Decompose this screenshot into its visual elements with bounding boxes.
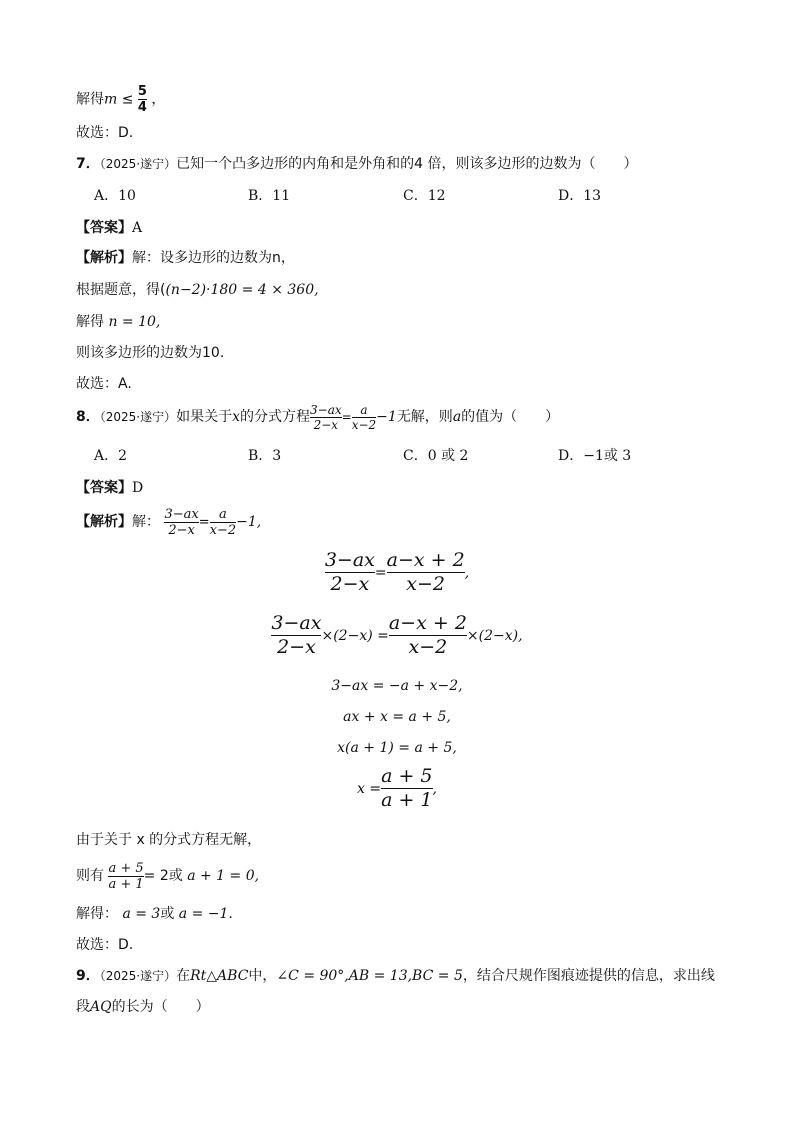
q8-option-a: A．2	[94, 448, 128, 464]
var-x: x	[232, 409, 241, 425]
choice-line-d: 故选：D.	[76, 125, 134, 141]
analysis-text: 解得	[76, 314, 104, 330]
analysis-text: 则有	[76, 868, 104, 884]
var-m: m	[104, 91, 118, 108]
q7-analysis-5: 故选：A.	[76, 376, 132, 392]
fraction: $\frac{a-x + 2}{x-2}$	[388, 612, 467, 658]
q7-analysis-4: 则该多边形的边数为10.	[76, 345, 225, 361]
q7-analysis-2	[76, 280, 319, 300]
question-source: （2025·遂宁）	[99, 969, 177, 983]
analysis-tag: 【解析】	[76, 250, 132, 266]
q8-analysis-step-7	[0, 765, 794, 812]
question-9-line-1	[76, 966, 715, 986]
question-text: 如果关于	[176, 409, 233, 425]
q8-analysis-step-3	[0, 612, 794, 659]
segment-label: AQ	[90, 999, 112, 1015]
q7-option-d: D．13	[558, 188, 602, 204]
question-number: 8．	[76, 409, 100, 425]
equation-pre: x =	[357, 781, 382, 797]
equation-tail: ×(2−x),	[466, 628, 523, 644]
answer-value: D	[132, 480, 144, 496]
q8-analysis-step-2	[0, 549, 794, 596]
equation: a = −1.	[178, 906, 233, 922]
equals-sign: =	[374, 565, 387, 581]
fraction: $\frac{a + 5}{a + 1}$	[108, 860, 144, 892]
equation-mid: ×(2−x) =	[321, 628, 389, 644]
q8-text-1: 由于关于 x 的分式方程无解，	[76, 832, 262, 848]
analysis-text: = 2或	[143, 868, 183, 884]
analysis-tag: 【解析】	[76, 514, 132, 530]
analysis-text: 根据题意，得(	[76, 282, 166, 298]
equation-tail: ,	[464, 565, 470, 581]
triangle-label: Rt△ABC	[190, 968, 249, 984]
analysis-text: 解：设多边形的边数为n，	[132, 250, 295, 266]
question-source: （2025·遂宁）	[99, 410, 177, 424]
fraction-5-4: $\frac{5}{4}$	[137, 84, 147, 115]
q8-option-b: B．3	[248, 448, 282, 464]
q8-analysis-step-5: ax + x = a + 5,	[343, 709, 451, 725]
question-text: 无解，则	[396, 409, 453, 425]
fraction: $\frac{a-x + 2}{x-2}$	[386, 549, 465, 595]
question-9-line-2	[76, 997, 210, 1017]
question-source: （2025·遂宁）	[99, 157, 177, 171]
q7-analysis-3	[76, 312, 160, 332]
equation-right-fraction: $\frac{a}{x-2}$	[351, 402, 377, 432]
question-text: 的值为（ ）	[461, 409, 560, 425]
question-8	[76, 400, 559, 434]
equation-tail: −1,	[236, 514, 262, 530]
analysis-text: 解：	[132, 514, 160, 530]
fraction: $\frac{3-ax}{2-x}$	[164, 506, 199, 538]
comma: ，	[151, 91, 166, 108]
q8-answer	[76, 478, 143, 498]
q8-analysis-step-6: x(a + 1) = a + 5,	[337, 740, 457, 756]
question-number: 9．	[76, 968, 100, 984]
answer-value: A	[132, 220, 143, 236]
equation-tail: −1	[376, 409, 397, 425]
question-text: ，结合尺规作图痕迹提供的信息，求出线	[462, 968, 715, 984]
question-text: 的长为（ ）	[111, 999, 210, 1015]
q8-analysis-step-1	[76, 503, 261, 541]
analysis-text: 或	[160, 906, 175, 922]
equation-tail: ,	[432, 781, 437, 797]
q7-option-a: A．10	[94, 188, 136, 204]
q7-option-c: C．12	[403, 188, 446, 204]
equation: a + 1 = 0,	[187, 868, 260, 884]
q8-analysis-step-4: 3−ax = −a + x−2,	[331, 678, 463, 694]
fraction: $\frac{a}{x-2}$	[209, 506, 237, 538]
question-text: 中，	[248, 968, 277, 984]
equals-sign: =	[198, 515, 210, 530]
question-number: 7．	[76, 156, 100, 172]
fraction: $\frac{3-ax}{2-x}$	[271, 612, 322, 658]
q7-answer	[76, 218, 142, 238]
equation-left-fraction: $\frac{3-ax}{2-x}$	[310, 402, 342, 432]
q7-analysis-1	[76, 248, 295, 268]
equation: n = 10,	[108, 314, 161, 330]
q8-text-2	[76, 857, 259, 895]
solution-line-m	[76, 84, 165, 115]
answer-tag: 【答案】	[76, 480, 132, 496]
answer-tag: 【答案】	[76, 220, 132, 236]
conditions: ∠C = 90°,AB = 13,BC = 5	[276, 968, 463, 984]
question-text: 段	[76, 999, 90, 1015]
equation: a = 3	[122, 906, 161, 922]
question-7	[76, 154, 637, 174]
text-pre: 解得	[76, 91, 104, 108]
question-text: 的分式方程	[240, 409, 311, 425]
fraction: $\frac{a + 5}{a + 1}$	[381, 765, 433, 811]
q8-text-4: 故选：D.	[76, 937, 134, 953]
fraction: $\frac{3-ax}{2-x}$	[324, 549, 375, 595]
question-text: 在	[176, 968, 191, 984]
q8-option-d: D．−1或 3	[558, 448, 632, 464]
question-text: 已知一个凸多边形的内角和是外角和的4 倍，则该多边形的边数为（ ）	[176, 156, 638, 172]
q8-text-3	[76, 904, 233, 924]
q8-option-c: C．0 或 2	[403, 448, 469, 464]
var-a: a	[452, 409, 462, 425]
q7-option-b: B．11	[248, 188, 291, 204]
equals-sign: =	[341, 410, 352, 424]
equation: (n−2)·180 = 4 × 360,	[165, 282, 319, 298]
analysis-text: 解得：	[76, 906, 118, 922]
leq-sign: ≤	[121, 91, 134, 108]
